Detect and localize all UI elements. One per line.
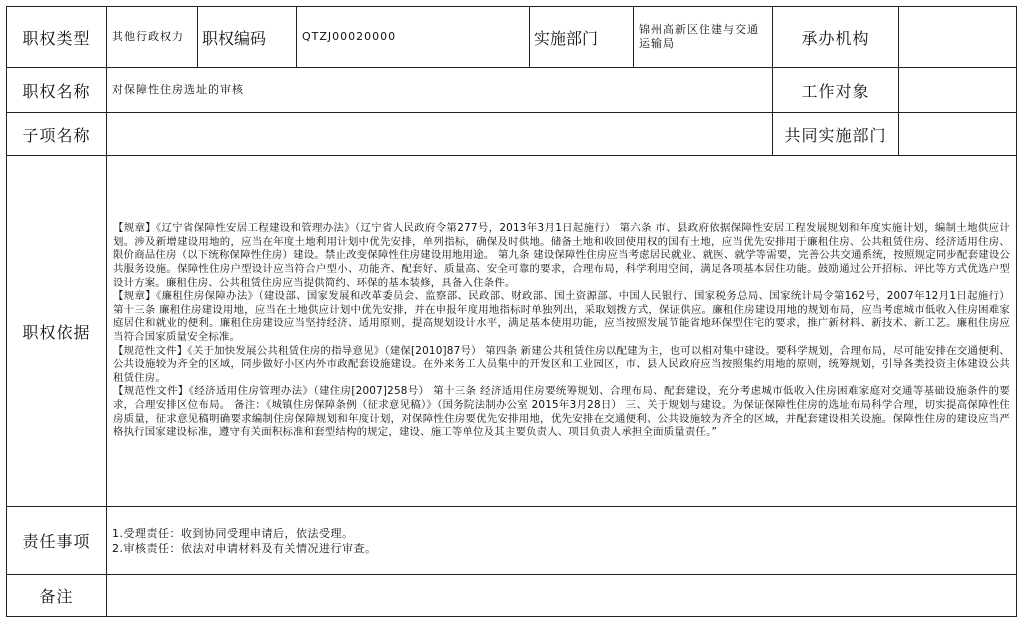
joint-dept-value bbox=[899, 113, 1017, 156]
remark-value bbox=[107, 575, 1017, 617]
implementing-dept-value: 锦州高新区住建与交通运输局 bbox=[634, 7, 773, 68]
authority-type-label: 职权类型 bbox=[7, 7, 107, 68]
basis-paragraph: 【规范性文件】《经济适用住房管理办法》（建住房[2007]258号） 第十三条 经济适用住房要统筹规划、合理布局、配套建设，充分考虑城市低收入住房困难家庭对交通等基础设施条件的要求，合理安排区位布局。 备注：《城镇住房保障条例（征求意见稿）》（国务院法制办公室 2015年3月28日） 三、关于规划与建设。为保证保障性住房的选址布局科学合理，切实提高保障性住房质量，征求意见稿明确要求编制住房保障规划和年度计划，对保障性住房要优先安排用地，优先安排在交通便利、公共设施较为齐全的区域，并配套建设相关设施。保障性住房的建设应当严格执行国家建设标准，遵守有关面积标准和套型结构的规定，建设、施工等单位及其主要负责人、项目负责人承担全面质量责任。” bbox=[113, 385, 1010, 439]
authority-name-value: 对保障性住房选址的审核 bbox=[107, 68, 773, 113]
authority-info-table bbox=[6, 6, 1017, 617]
authority-type-value: 其他行政权力 bbox=[107, 7, 198, 68]
responsibility-item: 1.受理责任：收到协同受理申请后，依法受理。 bbox=[112, 526, 354, 540]
responsibility-item: 2.审核责任：依法对申请材料及有关情况进行审查。 bbox=[112, 541, 377, 555]
basis-paragraph: 【规章】《辽宁省保障性安居工程建设和管理办法》（辽宁省人民政府令第277号，2013年3月1日起施行） 第六条 市、县政府依据保障性安居工程发展规划和年度实施计划，编制土地供应计划。涉及新增建设用地的，应当在年度土地利用计划中优先安排，单列指标，确保及时供地。储备土地和收回使用权的国有土地，应当优先安排用于廉租住房、公共租赁住房、经济适用住房、限价商品住房（以下统称保障性住房）建设。禁止改变保障性住房建设用地用途。 第九条 建设保障性住房应当考虑居民就业、就医、就学等需要，完善公共交通系统，按照规定同步配套建设公共服务设施。保障性住房户型设计应当符合户型小、功能齐、配套好、质量高、安全可靠的要求，合理布局，科学利用空间，满足各项基本居住功能。鼓励通过公开招标、评比等方式优选户型设计方案。廉租住房、公共租赁住房应当提供简约、环保的基本装修，具备入住条件。 bbox=[113, 222, 1010, 289]
work-target-label: 工作对象 bbox=[773, 68, 899, 113]
responsibility-content bbox=[107, 507, 1017, 575]
work-target-value bbox=[899, 68, 1017, 113]
undertaking-agency-value bbox=[899, 7, 1017, 68]
authority-basis-content bbox=[107, 156, 1017, 507]
remark-label: 备注 bbox=[7, 575, 107, 617]
undertaking-agency-label: 承办机构 bbox=[773, 7, 899, 68]
authority-code-label: 职权编码 bbox=[198, 7, 297, 68]
authority-code-value: QTZJ00020000 bbox=[297, 7, 530, 68]
basis-paragraph: 【规章】《廉租住房保障办法》（建设部、国家发展和改革委员会、监察部、民政部、财政部、国土资源部、中国人民银行、国家税务总局、国家统计局令第162号，2007年12月1日起施行） 第十三条 廉租住房建设用地，应当在土地供应计划中优先安排，并在申报年度用地指标时单独列出，采取划拨方式，保证供应。廉租住房建设用地的规划布局，应当考虑城市低收入住房困难家庭居住和就业的便利。廉租住房建设应当坚持经济、适用原则，提高规划设计水平，满足基本使用功能，应当按照发展节能省地环保型住宅的要求，推广新材料、新技术、新工艺。廉租住房应当符合国家质量安全标准。 bbox=[113, 290, 1010, 343]
basis-paragraph: 【规范性文件】《关于加快发展公共租赁住房的指导意见》（建保[2010]87号） 第四条 新建公共租赁住房以配建为主，也可以相对集中建设。要科学规划，合理布局，尽可能安排在交通便利、公共设施较为齐全的区域，同步做好小区内外市政配套设施建设。在外来务工人员集中的开发区和工业园区，市、县人民政府应当按照集约用地的原则，统筹规划，引导各类投资主体建设公共租赁住房。 bbox=[113, 344, 1010, 384]
sub-item-name-value bbox=[107, 113, 773, 156]
implementing-dept-label: 实施部门 bbox=[530, 7, 634, 68]
authority-basis-label: 职权依据 bbox=[7, 156, 107, 507]
joint-dept-label: 共同实施部门 bbox=[773, 113, 899, 156]
authority-name-label: 职权名称 bbox=[7, 68, 107, 113]
responsibility-label: 责任事项 bbox=[7, 507, 107, 575]
sub-item-name-label: 子项名称 bbox=[7, 113, 107, 156]
